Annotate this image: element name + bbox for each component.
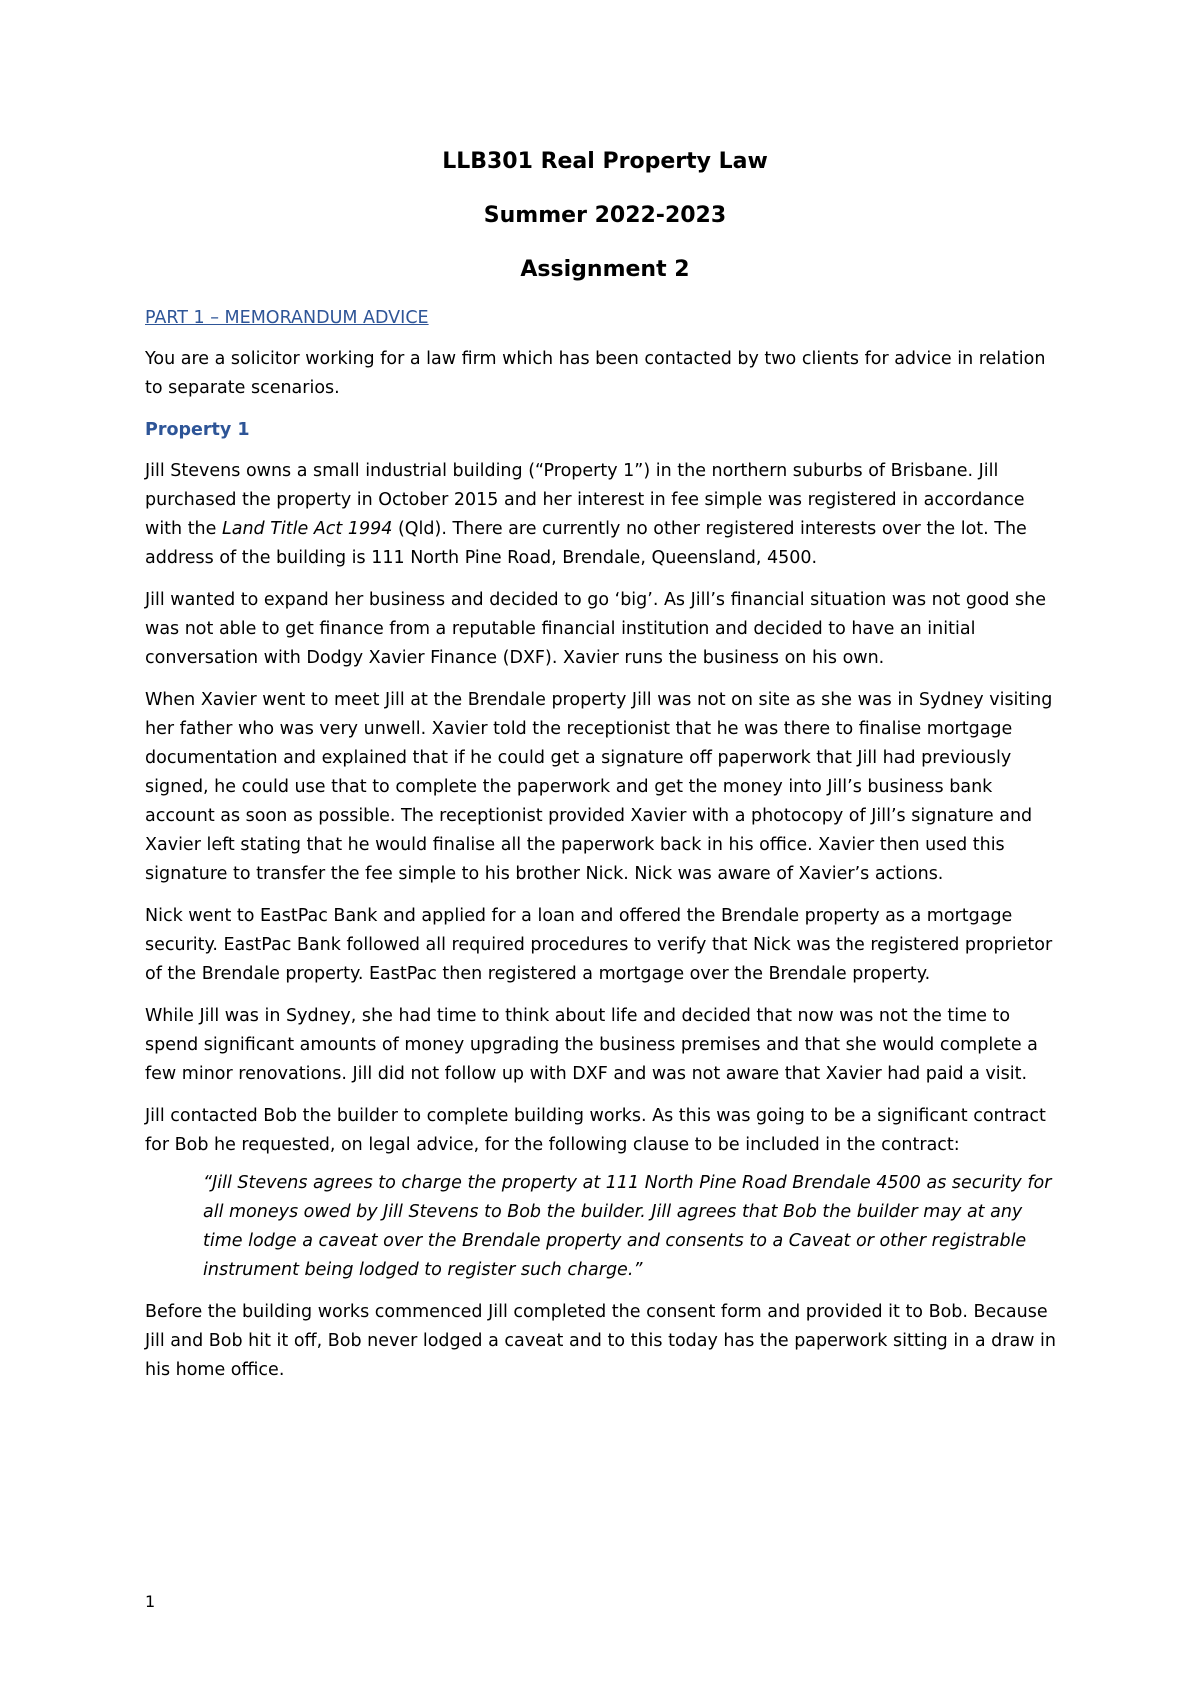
- paragraph-finance: Jill wanted to expand her business and decided to go ‘big’. As Jill’s financial situation was not good she was not able to get finance from a reputable financial institution and decided to have an initial conversation with Dodgy Xavier Finance (DXF). Xavier runs the business on his own.: [145, 590, 1047, 668]
- part1-heading: PART 1 – MEMORANDUM ADVICE: [145, 308, 429, 328]
- paragraph-eastpac-mortgage: Nick went to EastPac Bank and applied for a loan and offered the Brendale property as a mortgage security. EastPac Bank followed all required procedures to verify that Nick was the registered proprietor of the Brendale property. EastPac then registered a mortgage over the Brendale property.: [145, 906, 1053, 984]
- contract-clause-quote: “Jill Stevens agrees to charge the property at 111 North Pine Road Brendale 4500 as security for all moneys owed by Jill Stevens to Bob the builder. Jill agrees that Bob the builder may at any time lodge a caveat over the Brendale property and consents to a Caveat or other registrable instrument being lodged to register such charge.”: [203, 1173, 1052, 1280]
- property-heading: Property 1: [145, 420, 250, 440]
- intro-paragraph: You are a solicitor working for a law firm which has been contacted by two clients for advice in relation to separate scenarios.: [145, 349, 1046, 398]
- act-name: Land Title Act 1994: [221, 519, 393, 539]
- paragraph-property-ownership: [145, 457, 1065, 573]
- paragraph-jill-sydney: While Jill was in Sydney, she had time to think about life and decided that now was not the time to spend significant amounts of money upgrading the business premises and that she would complete a few minor renovations. Jill did not follow up with DXF and was not aware that Xavier had paid a visit.: [145, 1006, 1038, 1084]
- paragraph-consent-form: Before the building works commenced Jill completed the consent form and provided it to Bob. Because Jill and Bob hit it off, Bob never lodged a caveat and to this today has the paperwork sitting in a draw in his home office.: [145, 1302, 1056, 1380]
- page-number: 1: [145, 1592, 156, 1611]
- paragraph-xavier-visit: When Xavier went to meet Jill at the Brendale property Jill was not on site as she was in Sydney visiting her father who was very unwell. Xavier told the receptionist that he was there to finalise mortgage documentation and explained that if he could get a signature off paperwork that Jill had previously signed, he could use that to complete the paperwork and get the money into Jill’s business bank account as soon as possible. The receptionist provided Xavier with a photocopy of Jill’s signature and Xavier left stating that he would finalise all the paperwork back in his office. Xavier then used this signature to transfer the fee simple to his brother Nick. Nick was aware of Xavier’s actions.: [145, 690, 1053, 884]
- page-content: [145, 148, 1065, 1385]
- paragraph-text: Jill Stevens owns a small industrial building (“Property 1”) in the northern suburbs of Brisbane. Jill purchased the property in October 2015 and her interest in fee simple was registered in accordance with the: [145, 461, 1025, 539]
- paragraph-text: (Qld). There are currently no other registered interests over the lot. The address of the building is 111 North Pine Road, Brendale, Queensland, 4500.: [145, 519, 1027, 568]
- paragraph-bob-builder: Jill contacted Bob the builder to complete building works. As this was going to be a significant contract for Bob he requested, on legal advice, for the following clause to be included in the contract:: [145, 1106, 1046, 1155]
- assignment-title: Assignment 2: [520, 257, 690, 282]
- term-title: Summer 2022-2023: [483, 203, 727, 228]
- course-title: LLB301 Real Property Law: [442, 149, 768, 174]
